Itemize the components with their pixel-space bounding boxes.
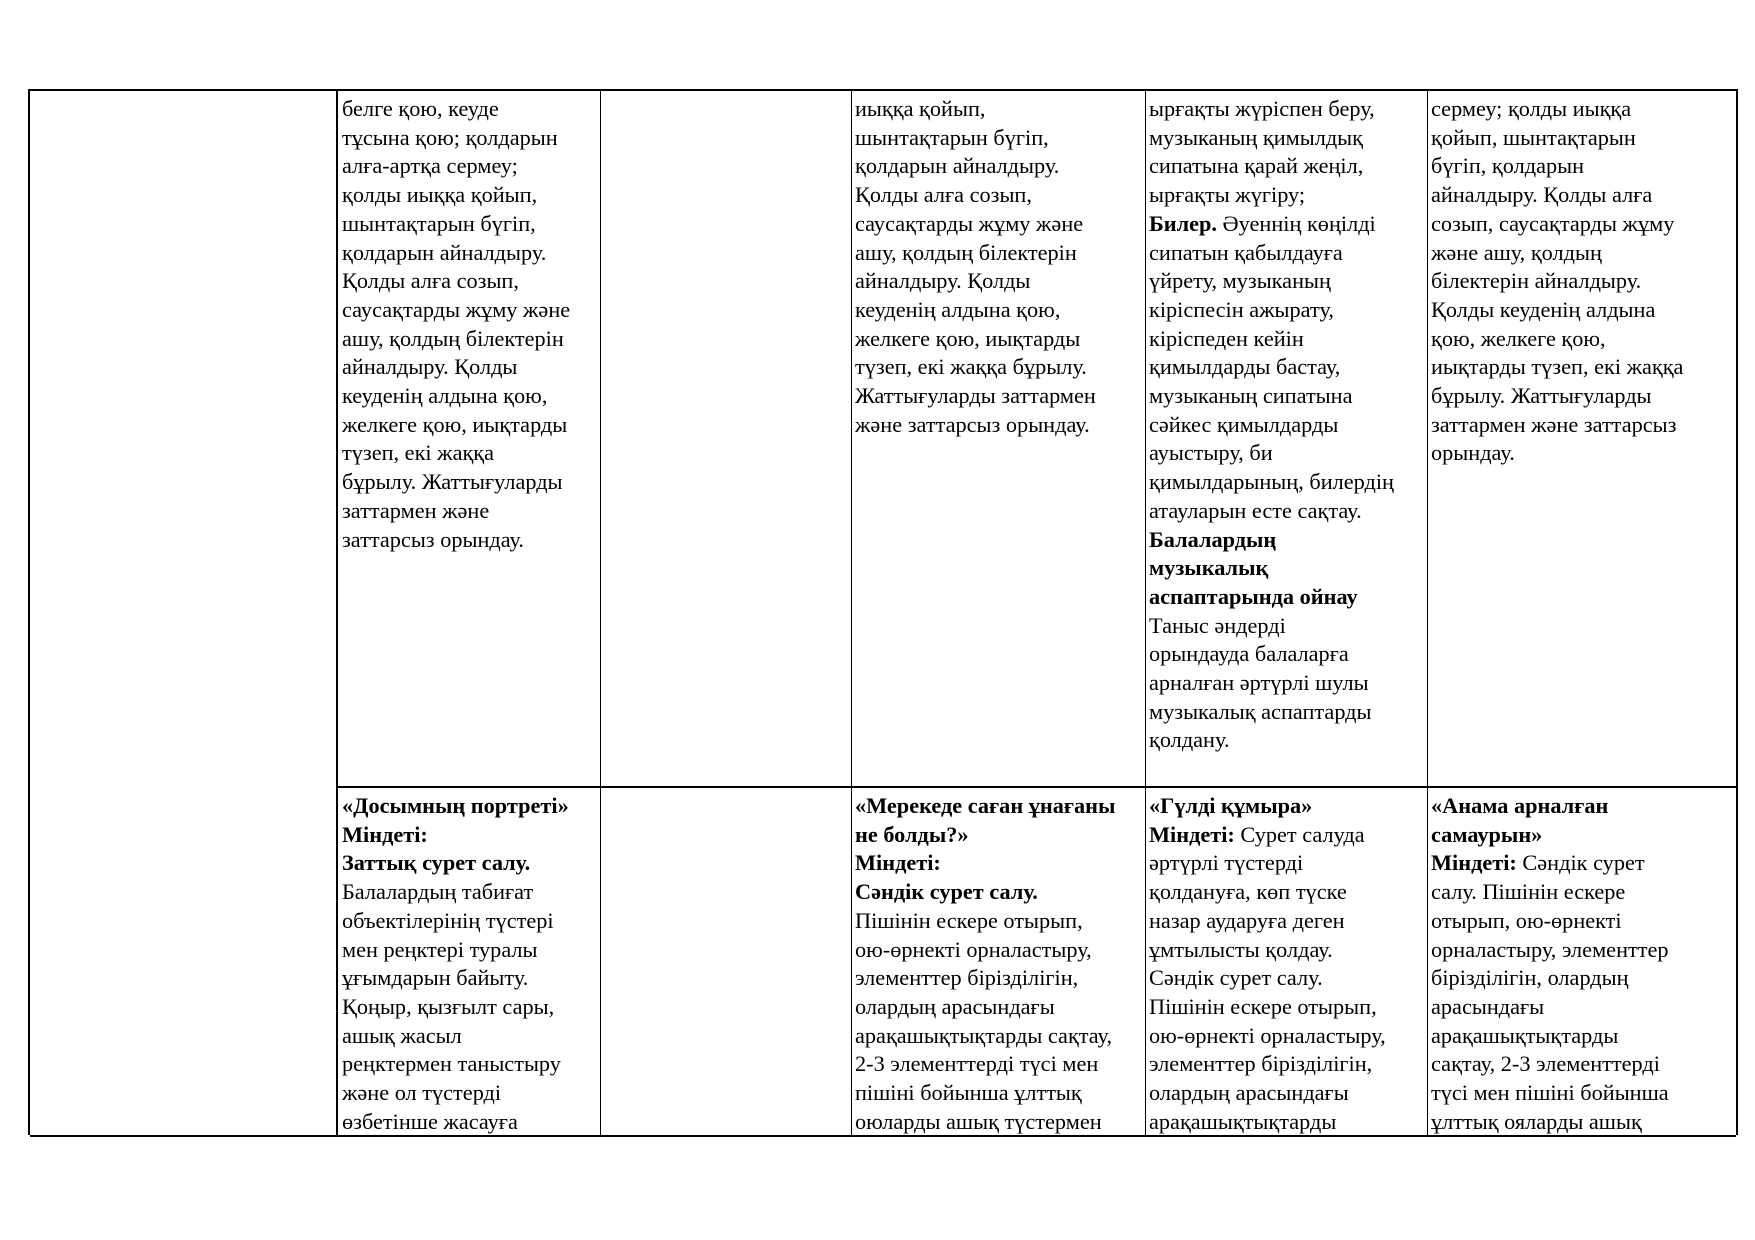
- row1-cell-2: [604, 95, 849, 783]
- row1-cell-4: [1149, 95, 1425, 783]
- column-divider: [851, 91, 852, 1137]
- row1-cell-1: белге қою, кеуде тұсына қою; қолдарын алға-артқа сермеу; қолды иыққа қойып, шынтақтарын бүгіп, қолдарын айналдыру. Қолды алға созып, саусақтарды жұму және ашу, қолдың білектерін айналдыру. Қолды кеуденің алдына қою, желкеге қою, иықтарды түзеп, екі жаққа бұрылу. Жаттығуларды заттармен және заттарсыз орындау.: [342, 96, 571, 552]
- text-segment: Пішінін ескере отырып, ою-өрнекті орналастыру, элементтер бірізділігін, олардың арасындағы арақашықтықтарды сақтау, 2-3 элементтерді түсі мен пішіні бойынша ұлттық оюларды ашық түстермен: [855, 907, 1113, 1134]
- row1-cell-5: сермеу; қолды иыққа қойып, шынтақтарын бүгіп, қолдарын айналдыру. Қолды алға созып, саусақтарды жұму және ашу, қолдың білектерін айналдыру. Қолды кеуденің алдына қою, желкеге қою, иықтарды түзеп, екі жаққа бұрылу. Жаттығуларды заттармен және заттарсыз орындау.: [1431, 96, 1684, 466]
- column-divider: [1427, 91, 1428, 1137]
- bold-text-segment: «Анама арналған самаурын» Міндеті:: [1431, 793, 1609, 876]
- row2-cell-4: [1149, 792, 1425, 1135]
- document-table: [28, 89, 1738, 1135]
- row2-cell-2: [604, 792, 849, 1135]
- bold-text-segment: «Мерекеде саған ұнағаны не болды?» Міндеті: Сәндік сурет салу.: [855, 793, 1116, 905]
- text-segment: Таныс әндерді орындауда балаларға арналған әртүрлі шулы музыкалық аспаптарды қолдану.: [1149, 612, 1372, 753]
- row2-cell-5: [1431, 792, 1736, 1135]
- row-bottom-border: [338, 1135, 1736, 1137]
- text-segment: Балалардың табиғат объектілерінің түстері мен реңктері туралы ұғымдарын байыту. Қоңыр, қызғылт сары, ашық жасыл реңктермен таныстыру және ол түстерді өзбетінше жасауға: [342, 879, 561, 1134]
- text-segment: Әуеннің көңілді сипатын қабылдауға үйрету, музыканың кіріспесін ажырату, кіріспеден кейін қимылдарды бастау, музыканың сипатына сәйкес қимылдарды ауыстыру, би қимылдарының, билердің атауларын есте сақтау.: [1149, 210, 1394, 523]
- row2-cell-1: [342, 792, 598, 1135]
- bold-text-segment: Балалардың музыкалық аспаптарында ойнау: [1149, 526, 1358, 609]
- text-segment: Сәндік сурет салу. Пішінін ескере отырып, ою-өрнекті орналастыру, элементтер бірізділігін, олардың арасындағы арақашықтықтарды сақтау, 2-3 элементтерді түсі мен пішіні бойынша ұлттық ояларды ашық: [1431, 850, 1669, 1134]
- text-segment: ырғақты жүріспен беру, музыканың қимылдық сипатына қарай жеңіл, ырғақты жүгіру;: [1149, 96, 1375, 208]
- bold-text-segment: «Досымның портреті» Міндеті: Заттық сурет салу.: [342, 793, 569, 876]
- left-empty-column: [30, 91, 338, 1137]
- row-divider: [338, 786, 1736, 788]
- row2-cell-3: [855, 792, 1143, 1135]
- bold-text-segment: Билер.: [1149, 210, 1217, 236]
- column-divider: [600, 91, 601, 1137]
- row1-cell-3: иыққа қойып, шынтақтарын бүгіп, қолдарын айналдыру. Қолды алға созып, саусақтарды жұму және ашу, қолдың білектерін айналдыру. Қолды кеуденің алдына қою, желкеге қою, иықтарды түзеп, екі жаққа бұрылу. Жаттығуларды заттармен және заттарсыз орындау.: [855, 96, 1096, 437]
- column-divider: [1145, 91, 1146, 1137]
- bold-text-segment: «Гүлді құмыра» Міндеті:: [1149, 793, 1313, 847]
- text-segment: Сурет салуда әртүрлі түстерді қолдануға, көп түске назар аударуға деген ұмтылысты қолдау. Сәндік сурет салу. Пішінін ескере отырып, ою-өрнекті орналастыру, элементтер бірізділігін, олардың арасындағы арақашықтықтарды: [1149, 821, 1386, 1134]
